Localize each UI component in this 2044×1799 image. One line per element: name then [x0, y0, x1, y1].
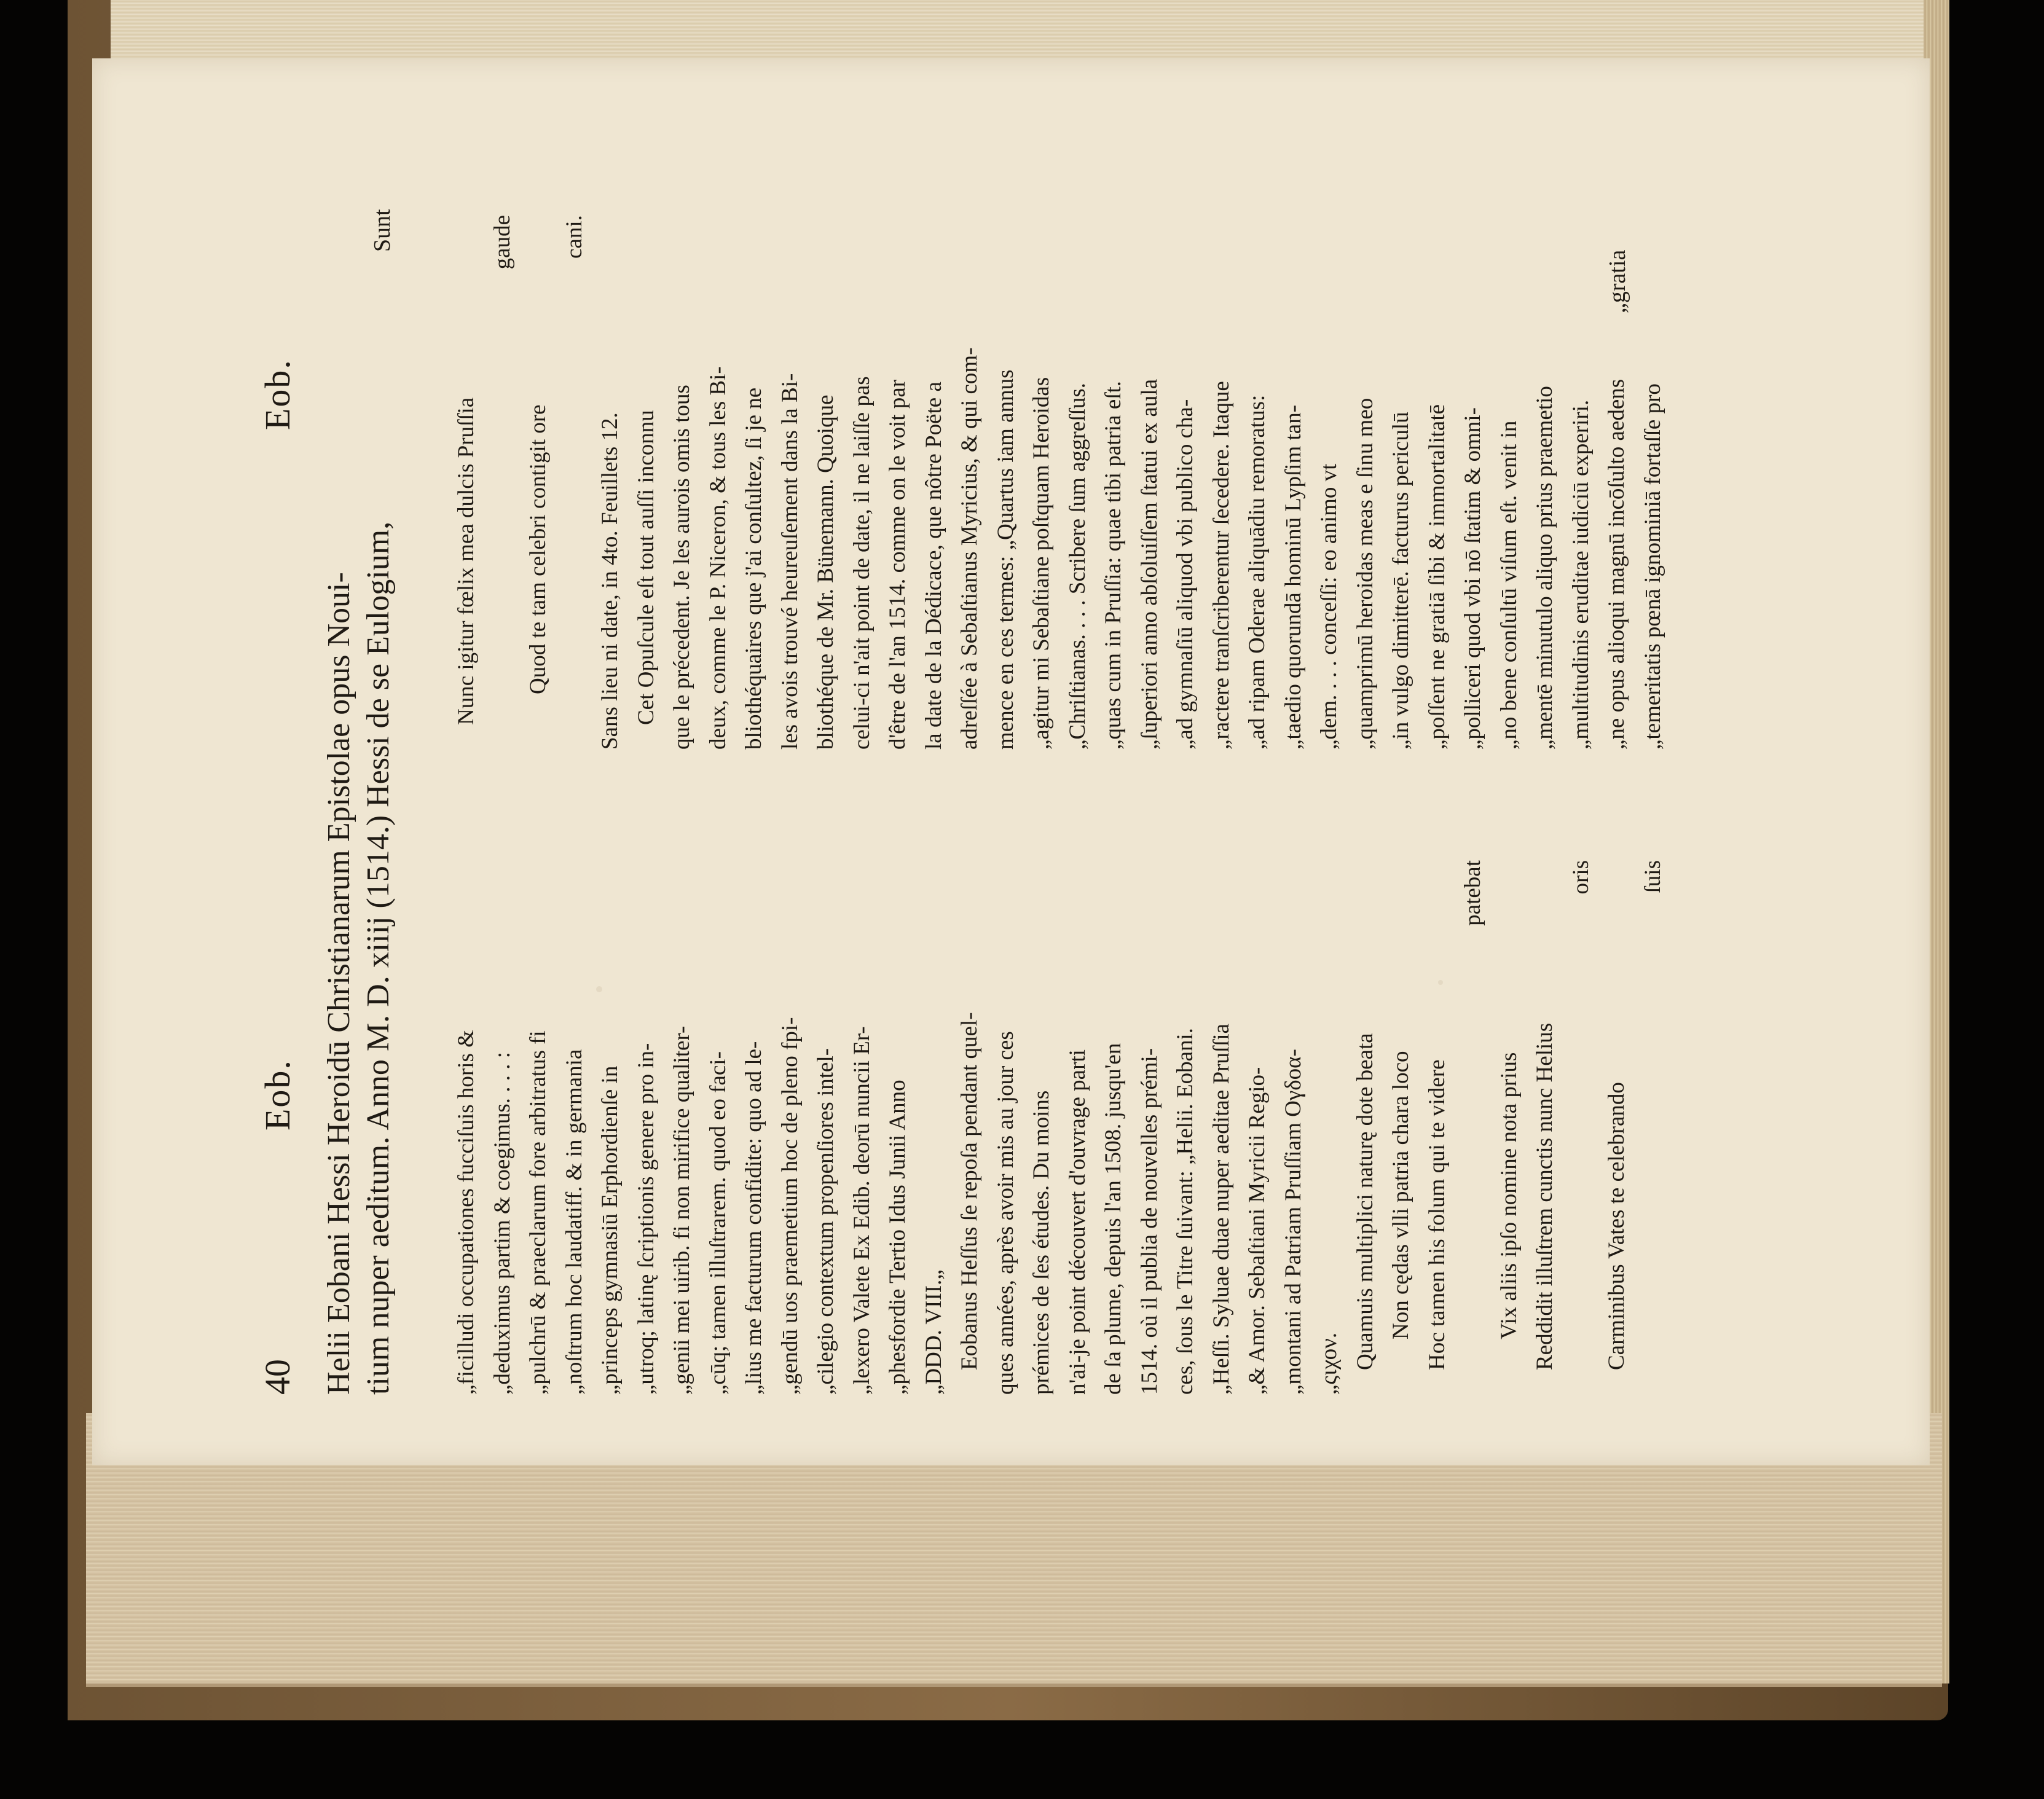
- text-line: de ſa plume, depuis l'an 1508. jusqu'en: [1101, 1043, 1126, 1395]
- poem-line: Vix aliis ipſo nomine nota prius: [1496, 1052, 1522, 1339]
- right-column: [449, 197, 1671, 750]
- text-line: „cūq; tamen illuſtrarem. quod eo faci-: [705, 1051, 731, 1395]
- text-line: „lius me facturum confidite: quo ad le-: [741, 1041, 766, 1395]
- text-line: „multitudinis eruditae iudiciū experiri.: [1568, 399, 1594, 750]
- text-line: adreſſée à Sebaſtianus Myricius, & qui com-: [957, 347, 982, 750]
- catchword-top: Sunt: [369, 209, 395, 252]
- title-line-2: tium nuper aeditum. Anno M. D. xiiij (1514.) Hessi de se Eulogium,: [361, 521, 396, 1395]
- text-line: „poſſent ne gratiā ſibi & immortalitatē: [1424, 404, 1450, 750]
- text-line: „Heſſi. Syluae duae nuper aeditae Pruſſia: [1208, 1023, 1234, 1395]
- text-line: „polliceri quod vbi nō ſtatim & omni-: [1460, 407, 1485, 750]
- text-line: „princeps gymnasiū Erphordienſe in: [597, 1065, 623, 1395]
- text-line: „utroq; latinę ſcriptionis genere pro in-: [633, 1043, 659, 1395]
- text-line: les avois trouvé heureuſement dans la Bi-: [777, 373, 803, 750]
- poem-line: Hoc tamen his folum qui te videre: [1424, 1059, 1450, 1370]
- poem-line-runover: ſuis: [1640, 860, 1665, 893]
- text-line: „Chriſtianas. . . . Scribere ſum aggreſſus.: [1064, 383, 1090, 750]
- text-line: „quas cum in Pruſſia: quae tibi patria eſt.: [1101, 380, 1126, 750]
- text-line: „lexero Valete Ex Edib. deorū nuncii Er-: [849, 1026, 875, 1395]
- text-line: „phesfordie Tertio Idus Junii Anno: [885, 1080, 910, 1395]
- text-line: „ad ripam Oderae aliquādiu remoratus:: [1244, 394, 1270, 750]
- text-line: „& Amor. Sebaſtiani Myricii Regio-: [1244, 1067, 1270, 1395]
- catchword-bottom: „gratia: [1605, 249, 1630, 313]
- text-line: „quamprimū heroidas meas e ſinu meo: [1352, 398, 1378, 750]
- text-line: bliothéque de Mr. Bünemann. Quoique: [813, 394, 838, 750]
- poem-line-runover: oris: [1568, 860, 1594, 895]
- text-line: „ad gymnaſiū aliquod vbi publico cha-: [1173, 399, 1198, 750]
- poem-line: Quod te tam celebri contigit ore: [525, 404, 551, 694]
- text-line: „ficilludi occupationes fucciſuis horis &: [454, 1030, 479, 1395]
- text-line: Eobanus Heſſus ſe repoſa pendant quel-: [957, 1012, 982, 1370]
- poem-line-runover: patebat: [1460, 860, 1485, 926]
- poem-line-runover: gaude: [489, 215, 515, 270]
- title-line-1: Helii Eobani Hessi Heroidū Christianarum Epistolae opus Noui-: [321, 572, 356, 1395]
- text-line: Sans lieu ni date, in 4to. Feuillets 12.: [597, 412, 623, 750]
- text-line: „ſuperiori anno abſoluiſſem ſtatui ex aula: [1136, 378, 1162, 750]
- text-line: la date de la Dédicace, que nôtre Poëte a: [921, 382, 946, 750]
- text-line: „pulchrū & praeclarum fore arbitratus fi: [525, 1030, 551, 1395]
- text-line: ces, ſous le Titre ſuivant: „Helii. Eobani.: [1173, 1027, 1198, 1395]
- facing-page-edge: [111, 0, 1924, 58]
- text-line: celui-ci n'ait point de date, il ne laiſſe pas: [849, 376, 875, 750]
- text-line: „mentē minutulo aliquo prius praemetio: [1532, 386, 1557, 750]
- text-line: 1514. où il publia de nouvelles prémi-: [1136, 1048, 1162, 1395]
- text-line: Cet Opuſcule eſt tout auſſi inconnu: [633, 410, 659, 725]
- text-line: „taedio quorundā hominū Lypſim tan-: [1280, 404, 1306, 750]
- text-line: „no bene conſultū viſum eſt. venit in: [1496, 420, 1522, 750]
- text-line: „DDD. VIII.„: [921, 1269, 946, 1395]
- text-line: mence en ces termes: „Quartus iam annus: [993, 369, 1018, 750]
- left-column: [449, 842, 1671, 1395]
- text-line: „ne opus alioqui magnū incōſulto aedens: [1604, 378, 1629, 750]
- text-line: „ςιχον.: [1316, 1332, 1342, 1395]
- text-line: n'ai-je point découvert d'ouvrage parti: [1064, 1049, 1090, 1395]
- text-line: prémices de ſes études. Du moins: [1029, 1090, 1054, 1395]
- text-line: bliothéquaires que j'ai conſultez, ſi je ne: [741, 387, 766, 750]
- book-title: [320, 197, 398, 1395]
- text-line: „gendū uos praemetium hoc de pleno fpi-: [777, 1017, 803, 1395]
- poem-line-runover: cani.: [561, 215, 587, 259]
- text-line: „montani ad Patriam Pruſſiam Oγδοα-: [1280, 1049, 1306, 1395]
- text-line: „ractere tranſcriberentur ſecedere. Itaque: [1208, 381, 1234, 750]
- text-line: que le précedent. Je les aurois omis tous: [669, 385, 694, 750]
- text-line: „agitur mi Sebaſtiane poſtquam Heroidas: [1029, 377, 1054, 750]
- text-line: deux, comme le P. Niceron, & tous les Bi-: [705, 366, 731, 750]
- text-line: „dem. . . . conceſſi: eo animo vt: [1316, 463, 1342, 750]
- poem-line: Carminibus Vates te celebrando: [1604, 1082, 1629, 1370]
- poem-line: Reddidit illuſtrem cunctis nunc Helius: [1532, 1022, 1557, 1370]
- text-line: „cilegio contextum propenſiores intel-: [813, 1048, 838, 1395]
- page-number: 40: [257, 1359, 297, 1395]
- running-head-left: Eob.: [257, 1059, 297, 1131]
- text-line: d'être de l'an 1514. comme on le voit par: [885, 379, 910, 750]
- text-line: „temeritatis pœnā ignominiā fortaſſe pro: [1640, 383, 1665, 750]
- poem-line: Quamuis multiplici naturę dote beata: [1352, 1033, 1378, 1370]
- text-line: „deduximus partim & coegimus. . . . :: [489, 1052, 515, 1395]
- running-header: [246, 197, 320, 1395]
- text-line: ques années, après avoir mis au jour ces: [993, 1031, 1018, 1395]
- text-line: „noſtrum hoc laudatiff. & in germania: [561, 1049, 587, 1395]
- text-line: „in vulgo dimitterē. facturus periculū: [1388, 412, 1413, 750]
- poem-line: Non cędas vlli patria chara loco: [1388, 1051, 1413, 1339]
- rotated-text-plane: [246, 197, 1665, 1395]
- poem-line: Nunc igitur fœlix mea dulcis Pruſſia: [454, 397, 479, 725]
- text-line: „genii mei uirib. fi non mirifice qualiter-: [669, 1025, 694, 1395]
- running-head-right: Eob.: [257, 359, 297, 430]
